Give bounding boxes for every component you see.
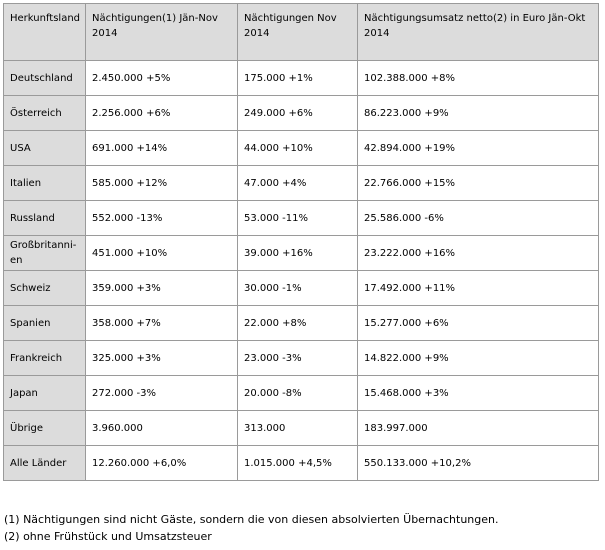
table-row bbox=[4, 341, 599, 376]
nights-jan-nov-cell: 3.960.000 bbox=[86, 411, 238, 446]
nights-jan-nov-cell: 451.000 +10% bbox=[86, 236, 238, 271]
nights-jan-nov-cell: 2.450.000 +5% bbox=[86, 61, 238, 96]
nights-nov-cell: 53.000 -11% bbox=[238, 201, 358, 236]
footnote-1: (1) Nächtigungen sind nicht Gäste, sondern die von diesen absolvierten Übernachtungen. bbox=[4, 513, 499, 526]
table-row bbox=[4, 201, 599, 236]
revenue-cell: 15.468.000 +3% bbox=[358, 376, 599, 411]
header-nights-nov: Nächtigungen Nov 2014 bbox=[238, 4, 358, 61]
table-row bbox=[4, 131, 599, 166]
table-row bbox=[4, 446, 599, 481]
table-row bbox=[4, 236, 599, 271]
nights-jan-nov-cell: 552.000 -13% bbox=[86, 201, 238, 236]
revenue-cell: 183.997.000 bbox=[358, 411, 599, 446]
nights-jan-nov-cell: 691.000 +14% bbox=[86, 131, 238, 166]
nights-nov-cell: 175.000 +1% bbox=[238, 61, 358, 96]
table-row bbox=[4, 376, 599, 411]
country-cell: Russland bbox=[4, 201, 86, 236]
table-row bbox=[4, 411, 599, 446]
nights-jan-nov-cell: 585.000 +12% bbox=[86, 166, 238, 201]
country-cell: Übrige bbox=[4, 411, 86, 446]
country-cell: Deutschland bbox=[4, 61, 86, 96]
table-body bbox=[4, 61, 599, 481]
country-cell: Spanien bbox=[4, 306, 86, 341]
nights-nov-cell: 23.000 -3% bbox=[238, 341, 358, 376]
country-cell: Österreich bbox=[4, 96, 86, 131]
footnotes bbox=[4, 511, 499, 545]
country-cell: USA bbox=[4, 131, 86, 166]
nights-nov-cell: 249.000 +6% bbox=[238, 96, 358, 131]
revenue-cell: 14.822.000 +9% bbox=[358, 341, 599, 376]
header-revenue: Nächtigungsumsatz netto(2) in Euro Jän-Okt 2014 bbox=[358, 4, 599, 61]
table-row bbox=[4, 61, 599, 96]
statistics-table bbox=[3, 3, 599, 481]
revenue-cell: 25.586.000 -6% bbox=[358, 201, 599, 236]
country-cell: Alle Länder bbox=[4, 446, 86, 481]
country-cell: Frankreich bbox=[4, 341, 86, 376]
revenue-cell: 17.492.000 +11% bbox=[358, 271, 599, 306]
nights-jan-nov-cell: 12.260.000 +6,0% bbox=[86, 446, 238, 481]
nights-nov-cell: 22.000 +8% bbox=[238, 306, 358, 341]
revenue-cell: 15.277.000 +6% bbox=[358, 306, 599, 341]
revenue-cell: 550.133.000 +10,2% bbox=[358, 446, 599, 481]
revenue-cell: 86.223.000 +9% bbox=[358, 96, 599, 131]
table-row bbox=[4, 271, 599, 306]
table-row bbox=[4, 166, 599, 201]
header-country: Herkunftsland bbox=[4, 4, 86, 61]
country-cell: Großbritanni-en bbox=[4, 236, 86, 271]
nights-nov-cell: 313.000 bbox=[238, 411, 358, 446]
nights-jan-nov-cell: 272.000 -3% bbox=[86, 376, 238, 411]
header-row bbox=[4, 4, 599, 61]
table-row bbox=[4, 306, 599, 341]
country-cell: Schweiz bbox=[4, 271, 86, 306]
nights-jan-nov-cell: 325.000 +3% bbox=[86, 341, 238, 376]
nights-nov-cell: 47.000 +4% bbox=[238, 166, 358, 201]
nights-nov-cell: 39.000 +16% bbox=[238, 236, 358, 271]
country-cell: Japan bbox=[4, 376, 86, 411]
nights-jan-nov-cell: 358.000 +7% bbox=[86, 306, 238, 341]
revenue-cell: 102.388.000 +8% bbox=[358, 61, 599, 96]
nights-jan-nov-cell: 359.000 +3% bbox=[86, 271, 238, 306]
nights-nov-cell: 30.000 -1% bbox=[238, 271, 358, 306]
nights-jan-nov-cell: 2.256.000 +6% bbox=[86, 96, 238, 131]
country-cell: Italien bbox=[4, 166, 86, 201]
nights-nov-cell: 44.000 +10% bbox=[238, 131, 358, 166]
table-row bbox=[4, 96, 599, 131]
nights-nov-cell: 1.015.000 +4,5% bbox=[238, 446, 358, 481]
footnote-2: (2) ohne Frühstück und Umsatzsteuer bbox=[4, 530, 212, 543]
nights-nov-cell: 20.000 -8% bbox=[238, 376, 358, 411]
header-nights-jan-nov: Nächtigungen(1) Jän-Nov 2014 bbox=[86, 4, 238, 61]
revenue-cell: 23.222.000 +16% bbox=[358, 236, 599, 271]
revenue-cell: 42.894.000 +19% bbox=[358, 131, 599, 166]
revenue-cell: 22.766.000 +15% bbox=[358, 166, 599, 201]
